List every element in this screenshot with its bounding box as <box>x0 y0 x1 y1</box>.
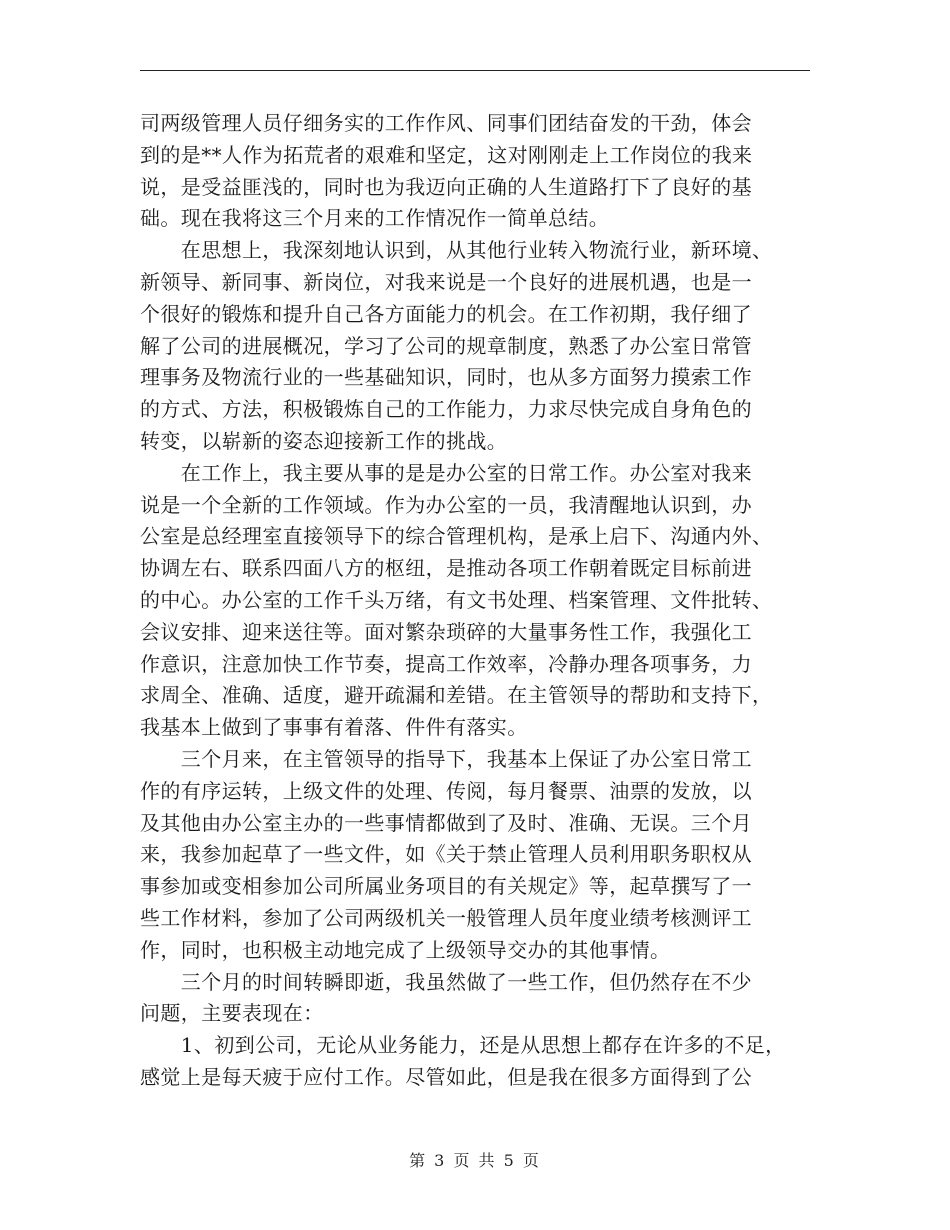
text-line: 说是一个全新的工作领域。作为办公室的一员，我清醒地认识到，办 <box>140 492 752 517</box>
text-line: 会议安排、迎来送往等。面对繁杂琐碎的大量事务性工作，我强化工 <box>140 619 752 644</box>
text-line: 感觉上是每天疲于应付工作。尽管如此，但是我在很多方面得到了公 <box>140 1064 752 1089</box>
text-line: 求周全、准确、适度，避开疏漏和差错。在主管领导的帮助和支持下， <box>140 683 773 708</box>
body-text <box>140 108 820 1094</box>
text-line: 在思想上，我深刻地认识到，从其他行业转入物流行业，新环境、 <box>140 238 773 263</box>
text-line: 础。现在我将这三个月来的工作情况作一简单总结。 <box>140 206 610 231</box>
text-line: 事参加或变相参加公司所属业务项目的有关规定》等，起草撰写了一 <box>140 874 752 899</box>
text-line: 的方式、方法，积极锻炼自己的工作能力，力求尽快完成自身角色的 <box>140 397 752 422</box>
text-line: 解了公司的进展概况，学习了公司的规章制度，熟悉了办公室日常管 <box>140 333 752 358</box>
text-line: 协调左右、联系四面八方的枢纽，是推动各项工作朝着既定目标前进 <box>140 556 752 581</box>
text-line: 公室是总经理室直接领导下的综合管理机构，是承上启下、沟通内外、 <box>140 524 773 549</box>
text-line: 三个月的时间转瞬即逝，我虽然做了一些工作，但仍然存在不少 <box>140 969 752 994</box>
text-line: 来，我参加起草了一些文件，如《关于禁止管理人员利用职务职权从 <box>140 842 752 867</box>
text-line: 1、初到公司，无论从业务能力，还是从思想上都存在许多的不足， <box>140 1033 786 1058</box>
text-line: 个很好的锻炼和提升自己各方面能力的机会。在工作初期，我仔细了 <box>140 301 752 326</box>
text-line: 作的有序运转，上级文件的处理、传阅，每月餐票、油票的发放，以 <box>140 778 752 803</box>
text-line: 说，是受益匪浅的，同时也为我迈向正确的人生道路打下了良好的基 <box>140 174 752 199</box>
text-line: 作，同时，也积极主动地完成了上级领导交办的其他事情。 <box>140 937 671 962</box>
text-line: 司两级管理人员仔细务实的工作作风、同事们团结奋发的干劲，体会 <box>140 111 752 135</box>
header-rule <box>140 70 810 71</box>
text-line: 作意识，注意加快工作节奏，提高工作效率，冷静办理各项事务，力 <box>140 651 752 676</box>
page-number: 第 3 页 共 5 页 <box>409 1151 541 1170</box>
text-line: 问题，主要表现在： <box>140 1001 324 1026</box>
text-line: 新领导、新同事、新岗位，对我来说是一个良好的进展机遇，也是一 <box>140 269 752 294</box>
text-line: 在工作上，我主要从事的是是办公室的日常工作。办公室对我来 <box>140 460 752 485</box>
text-line: 到的是**人作为拓荒者的艰难和坚定，这对刚刚走上工作岗位的我来 <box>140 142 753 167</box>
text-line: 及其他由办公室主办的一些事情都做到了及时、准确、无误。三个月 <box>140 810 752 835</box>
text-line: 三个月来，在主管领导的指导下，我基本上保证了办公室日常工 <box>140 746 752 771</box>
text-line: 转变，以崭新的姿态迎接新工作的挑战。 <box>140 428 508 453</box>
text-line: 我基本上做到了事事有着落、件件有落实。 <box>140 715 528 740</box>
text-line: 的中心。办公室的工作千头万绪，有文书处理、档案管理、文件批转、 <box>140 587 773 612</box>
text-line: 理事务及物流行业的一些基础知识，同时，也从多方面努力摸索工作 <box>140 365 752 390</box>
text-line: 些工作材料，参加了公司两级机关一般管理人员年度业绩考核测评工 <box>140 905 752 930</box>
